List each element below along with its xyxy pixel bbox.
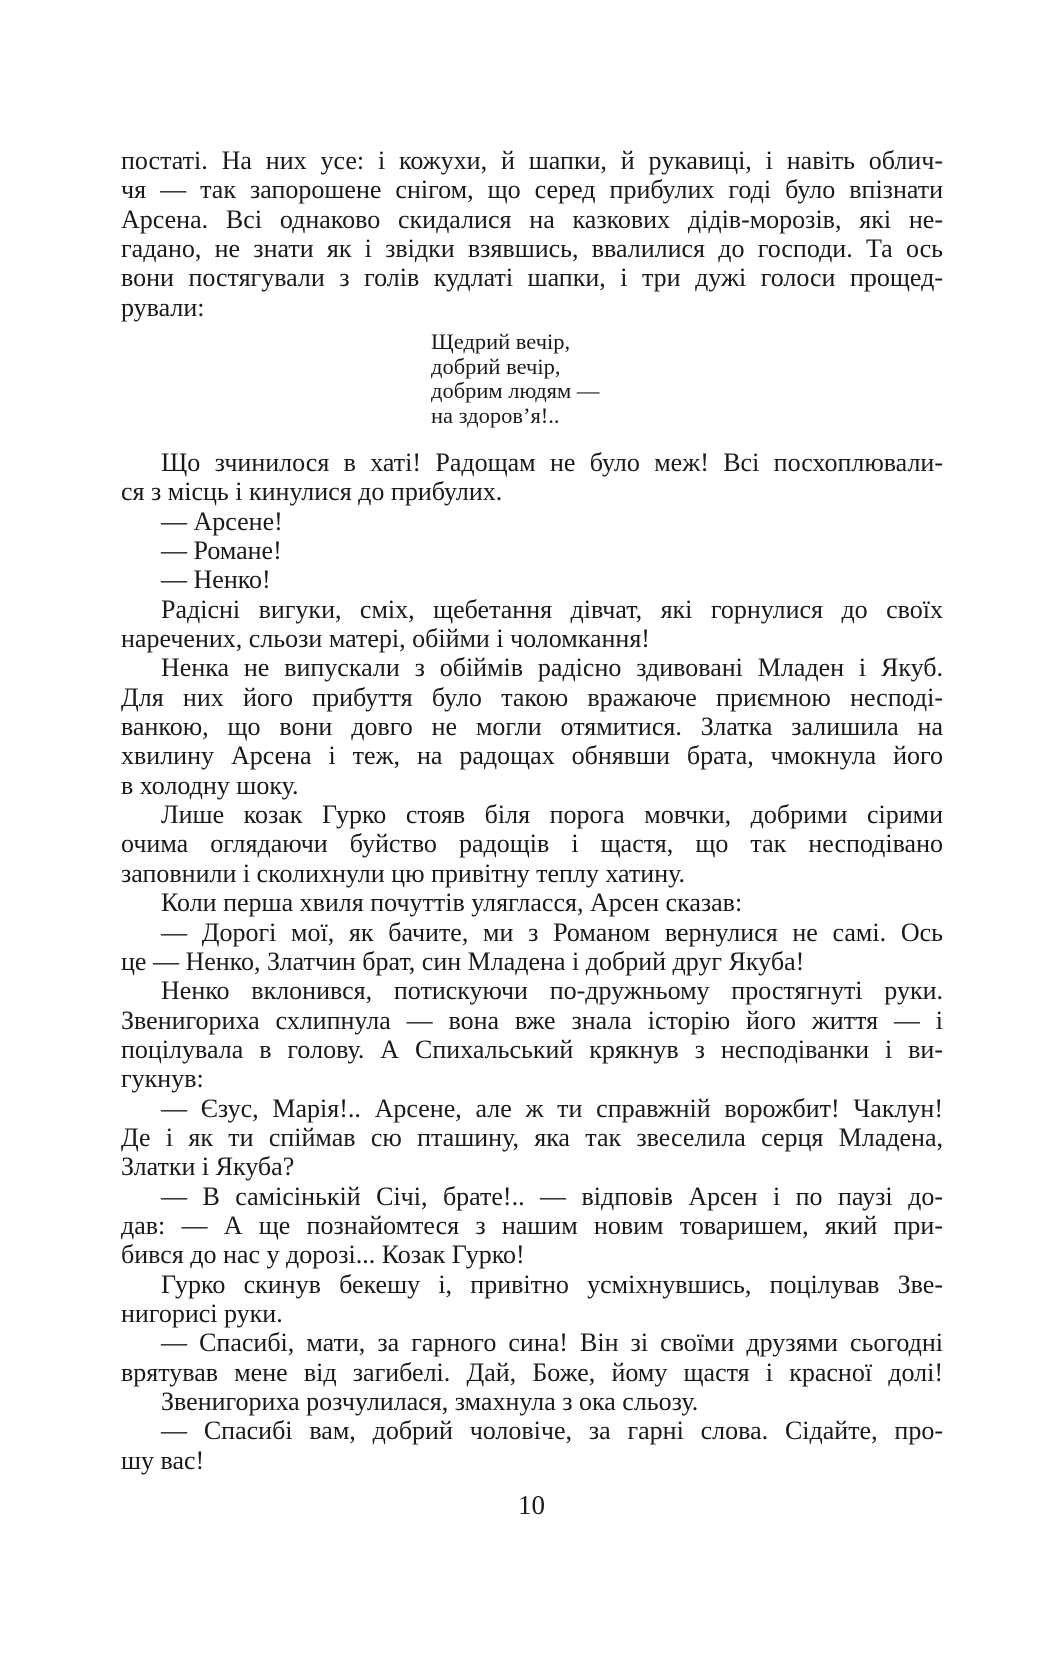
text-line: в холодну шоку. — [121, 770, 299, 800]
text-line: Де і як ти спіймав сю пташину, яка так звеселила серця Младена, — [121, 1122, 943, 1152]
text-line: Гурко скинув бекешу і, привітно усміхнувшись, поцілував Зве- — [161, 1269, 943, 1299]
text-line: очима оглядаючи буйство радощів і щастя, що так несподівано — [121, 829, 943, 859]
text-line: — Ненко! — [161, 565, 271, 595]
text-line: ся з місць і кинулися до прибулих. — [121, 477, 503, 507]
text-line: дав: — А ще познайомтеся з нашим новим товаришем, який при- — [121, 1210, 943, 1240]
verse-line: добрим людям — — [431, 378, 600, 403]
verse-line: на здоров’я!.. — [431, 402, 560, 428]
text-line: Що зчинилося в хаті! Радощам не було меж! Всі посхоплювали- — [161, 448, 943, 477]
text-line: — Арсене! — [161, 506, 283, 536]
text-line: Коли перша хвиля почуттів улягласся, Арсен сказав: — [161, 888, 743, 918]
text-line: — Спасибі, мати, за гарного сина! Він зі своїми друзями сьогодні — [161, 1328, 943, 1358]
text-line: рували: — [121, 292, 205, 322]
text-line: Ненка не випускали з обіймів радісно здивовані Младен і Якуб. — [161, 653, 943, 683]
text-line: — Спасибі вам, добрий чоловіче, за гарні слова. Сідайте, про- — [161, 1416, 943, 1446]
text-line: Звенигориха схлипнула — вона вже знала історію його життя — і — [121, 1005, 943, 1035]
text-line: Ненко вклонився, потискуючи по-дружньому простягнуті руки. — [161, 976, 943, 1006]
text-line: поцілувала в голову. А Спихальський крякнув з несподіванки і ви- — [121, 1034, 943, 1064]
verse-block — [431, 330, 599, 428]
text-line: гукнув: — [121, 1064, 204, 1094]
text-line: — Дорогі мої, як бачите, ми з Романом вернулися не самі. Ось — [161, 917, 943, 947]
text-line: заповнили і сколихнули цю привітну теплу хатину. — [121, 858, 686, 888]
text-line: нигорисі руки. — [121, 1298, 283, 1328]
text-line: гадано, не знати як і звідки взявшись, ввалилися до господи. Та ось — [121, 234, 943, 264]
page-number: 10 — [518, 1490, 545, 1520]
text-line: — В самісінькій Січі, брате!.. — відповів Арсен і по паузі до- — [161, 1181, 943, 1211]
text-line: це — Ненко, Златчин брат, син Младена і добрий друг Якуба! — [121, 946, 805, 976]
text-line: вони постягували з голів кудлаті шапки, і три дужі голоси прощед- — [121, 263, 943, 293]
text-line: Для них його прибуття було такою вражаюче приємною несподі- — [121, 682, 943, 712]
text-line: шу вас! — [121, 1445, 205, 1475]
text-line: наречених, сльози матері, обійми і чоломкання! — [121, 624, 650, 654]
text-line: постаті. На них усе: і кожухи, й шапки, й рукавиці, і навіть облич- — [121, 146, 943, 175]
text-line: врятував мене від загибелі. Дай, Боже, йому щастя і красної долі! — [121, 1357, 943, 1387]
text-line: Лише козак Гурко стояв біля порога мовчки, добрими сірими — [161, 800, 943, 830]
text-line: Звенигориха розчулилася, змахнула з ока сльозу. — [161, 1387, 699, 1416]
text-line: Радісні вигуки, сміх, щебетання дівчат, які горнулися до своїх — [161, 594, 943, 624]
text-line: бився до нас у дорозі... Козак Гурко! — [121, 1240, 525, 1270]
text-line: чя — так запорошене снігом, що серед прибулих годі було впізнати — [121, 175, 943, 205]
text-line: хвилину Арсена і теж, на радощах обнявши брата, чмокнула його — [121, 741, 943, 771]
text-line: — Романе! — [161, 536, 282, 566]
text-line: Златки і Якуба? — [121, 1152, 295, 1182]
text-block-top — [121, 146, 943, 322]
verse-line: Щедрий вечір, — [431, 329, 571, 354]
text-block-main — [121, 448, 943, 1475]
verse-line: добрий вечір, — [431, 353, 561, 379]
text-line: ванкою, що вони довго не могли отямитися. Златка залишила на — [121, 712, 943, 742]
text-line: Арсена. Всі однаково скидалися на казкових дідів-морозів, які не- — [121, 204, 943, 234]
text-line: — Єзус, Марія!.. Арсене, але ж ти справжній ворожбит! Чаклун! — [161, 1093, 943, 1123]
